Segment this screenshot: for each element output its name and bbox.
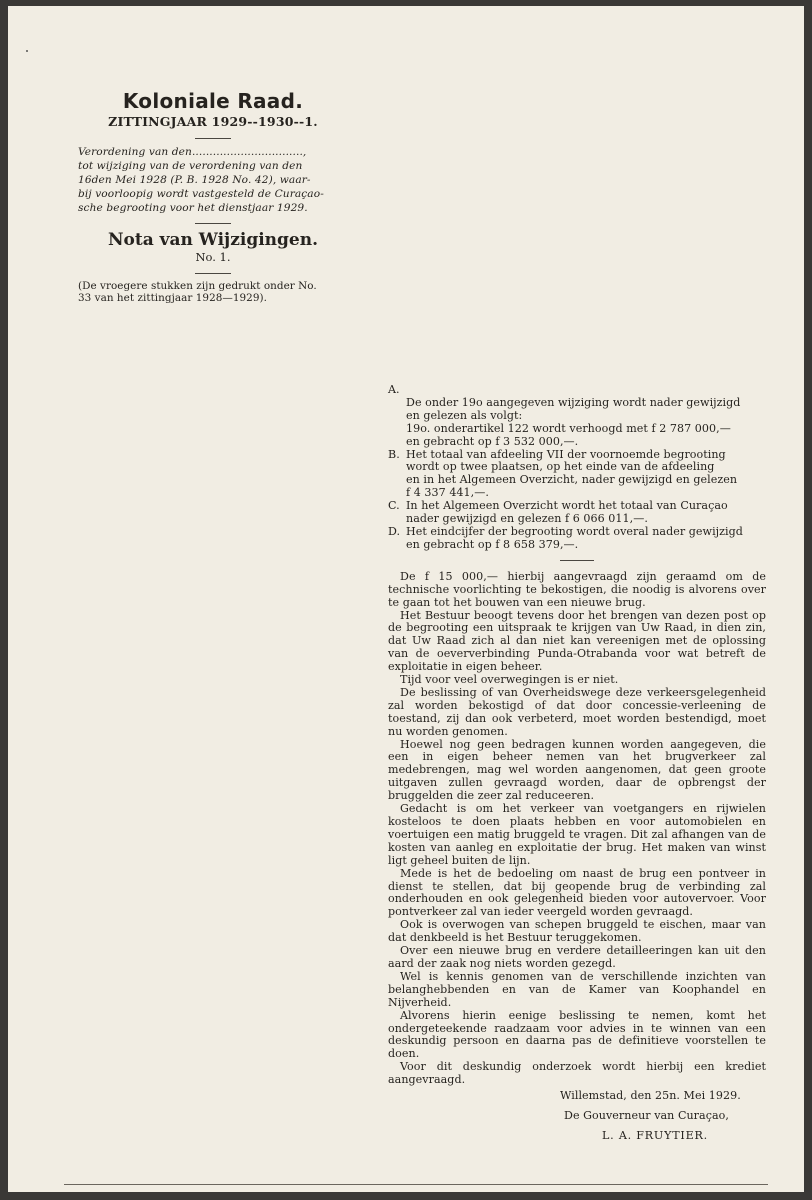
amendment-letter: B. (388, 447, 400, 461)
signatory-name: L. A. FRUYTIER. (602, 1129, 708, 1143)
amendment-item (388, 500, 766, 526)
amendment-text: Het totaal van afdeeling VII der voornoemde begrooting wordt op twee plaatsen, op het einde van de afdeeling en in het Algemeen Overzicht, nader gewijzigd en gelezen f 4 337 441,—. (406, 447, 738, 500)
explanation-paragraph: Voor dit deskundig onderzoek wordt hierbij een krediet aangevraagd. (388, 1060, 766, 1087)
explanation-paragraph: De f 15 000,— hierbij aangevraagd zijn geraamd om de technische voorlichting te bekostigen, die noodig is alvorens over te gaan tot het bouwen van een nieuwe brug. (388, 569, 766, 609)
divider (195, 223, 231, 224)
divider (560, 560, 594, 561)
explanation-paragraph: Tijd voor veel overwegingen is er niet. (400, 673, 619, 687)
previous-documents-note: (De vroegere stukken zijn gedrukt onder No. 33 van het zittingjaar 1928—1929). (78, 280, 317, 304)
amendment-letter: C. (388, 499, 400, 513)
nota-title: Nota van Wijzigingen. (107, 230, 319, 250)
page-speck (26, 50, 28, 52)
explanation (388, 571, 766, 1087)
explanation-paragraph: Over een nieuwe brug en verdere detailleeringen kan uit den aard der zaak nog niets worden gezegd. (388, 944, 766, 970)
divider (195, 138, 231, 139)
amendment-letter: A. (388, 383, 400, 396)
divider (195, 273, 231, 274)
nota-number: No. 1. (195, 250, 231, 264)
document-page (8, 6, 804, 1192)
page-bottom-rule (64, 1184, 768, 1185)
signature-block (388, 1089, 766, 1143)
explanation-paragraph: Gedacht is om het verkeer van voetgangers en rijwielen kosteloos te doen plaats hebben en voor automobielen en voertuigen een matig bruggeld te vragen. Dit zal afhangen van de kosten van aanleg en exploitatie der brug. Het maken van winst ligt geheel buiten de lijn. (388, 802, 766, 867)
explanation-paragraph: Het Bestuur beoogt tevens door het brengen van dezen post op de begrooting een uitspraak te krijgen van Uw Raad, in dien zin, dat Uw Raad zich al dan niet kan vereenigen met de oplossing van de oeververbinding Punda-Otrabanda voor wat betreft de exploitatie in eigen beheer. (388, 608, 766, 674)
amendment-text: Het eindcijfer der begrooting wordt overal nader gewijzigd en gebracht op f 8 658 379,—. (406, 524, 743, 551)
amendment-item (388, 526, 766, 552)
amendment-text: In het Algemeen Overzicht wordt het totaal van Curaçao nader gewijzigd en gelezen f 6 066 011,—. (406, 499, 728, 526)
page-title: Koloniale Raad. (122, 89, 304, 113)
explanation-paragraph: Alvorens hierin eenige beslissing te nemen, komt het ondergeteekende raadzaam voor advies in te winnen van een deskundig persoon en daarna pas de definitieve voorstellen te doen. (388, 1008, 766, 1061)
amendment-letter: D. (388, 524, 401, 538)
amendment-list (388, 384, 766, 552)
explanation-paragraph: De beslissing of van Overheidswege deze verkeersgelegenheid zal worden bekostigd of dat door concessie-verleening de toestand, zij dan ook verbeterd, moet worden bestendigd, moet nu worden genomen. (388, 685, 766, 738)
explanation-paragraph: Wel is kennis genomen van de verschillende inzichten van belanghebbenden en van de Kamer van Koophandel en Nijverheid. (388, 969, 766, 1009)
session-year: ZITTINGJAAR 1929--1930--1. (108, 114, 318, 129)
signatory-office: De Gouverneur van Curaçao, (564, 1109, 729, 1123)
explanation-paragraph: Hoewel nog geen bedragen kunnen worden aangegeven, die een in eigen beheer nemen van het brugverkeer zal medebrengen, mag wel worden aangenomen, dat geen groote uitgaven zullen gevraagd worden, daar de opbrengst der bruggelden die zeer zal reduceeren. (388, 737, 766, 803)
body-column (388, 384, 766, 1149)
amendment-item (388, 449, 766, 501)
explanation-paragraph: Ook is overwogen van schepen bruggeld te eischen, maar van dat denkbeeld is het Bestuur teruggekomen. (388, 918, 766, 945)
regulation-description: Verordening van den................................, tot wijziging van de verordening van den 16den Mei 1928 (P. B. 1928 No. 42), waar- bij voorloopig wordt vastgesteld de Curaçao- sche begrooting voor het dienstjaar 1929. (78, 146, 324, 214)
amendment-item (388, 384, 766, 423)
amendment-subitem: 19o. onderartikel 122 wordt verhoogd met f 2 787 000,— en gebracht op f 3 532 000,—. (406, 421, 731, 448)
header-column (78, 90, 348, 304)
place-date: Willemstad, den 25n. Mei 1929. (560, 1089, 741, 1103)
explanation-paragraph: Mede is het de bedoeling om naast de brug een pontveer in dienst te stellen, dat bij geopende brug de verbinding zal onderhouden en ook gelegenheid bieden voor autovervoer. Voor pontverkeer zal van ieder veergeld worden gevraagd. (388, 866, 766, 919)
amendment-text: De onder 19o aangegeven wijziging wordt nader gewijzigd en gelezen als volgt: (406, 395, 741, 422)
